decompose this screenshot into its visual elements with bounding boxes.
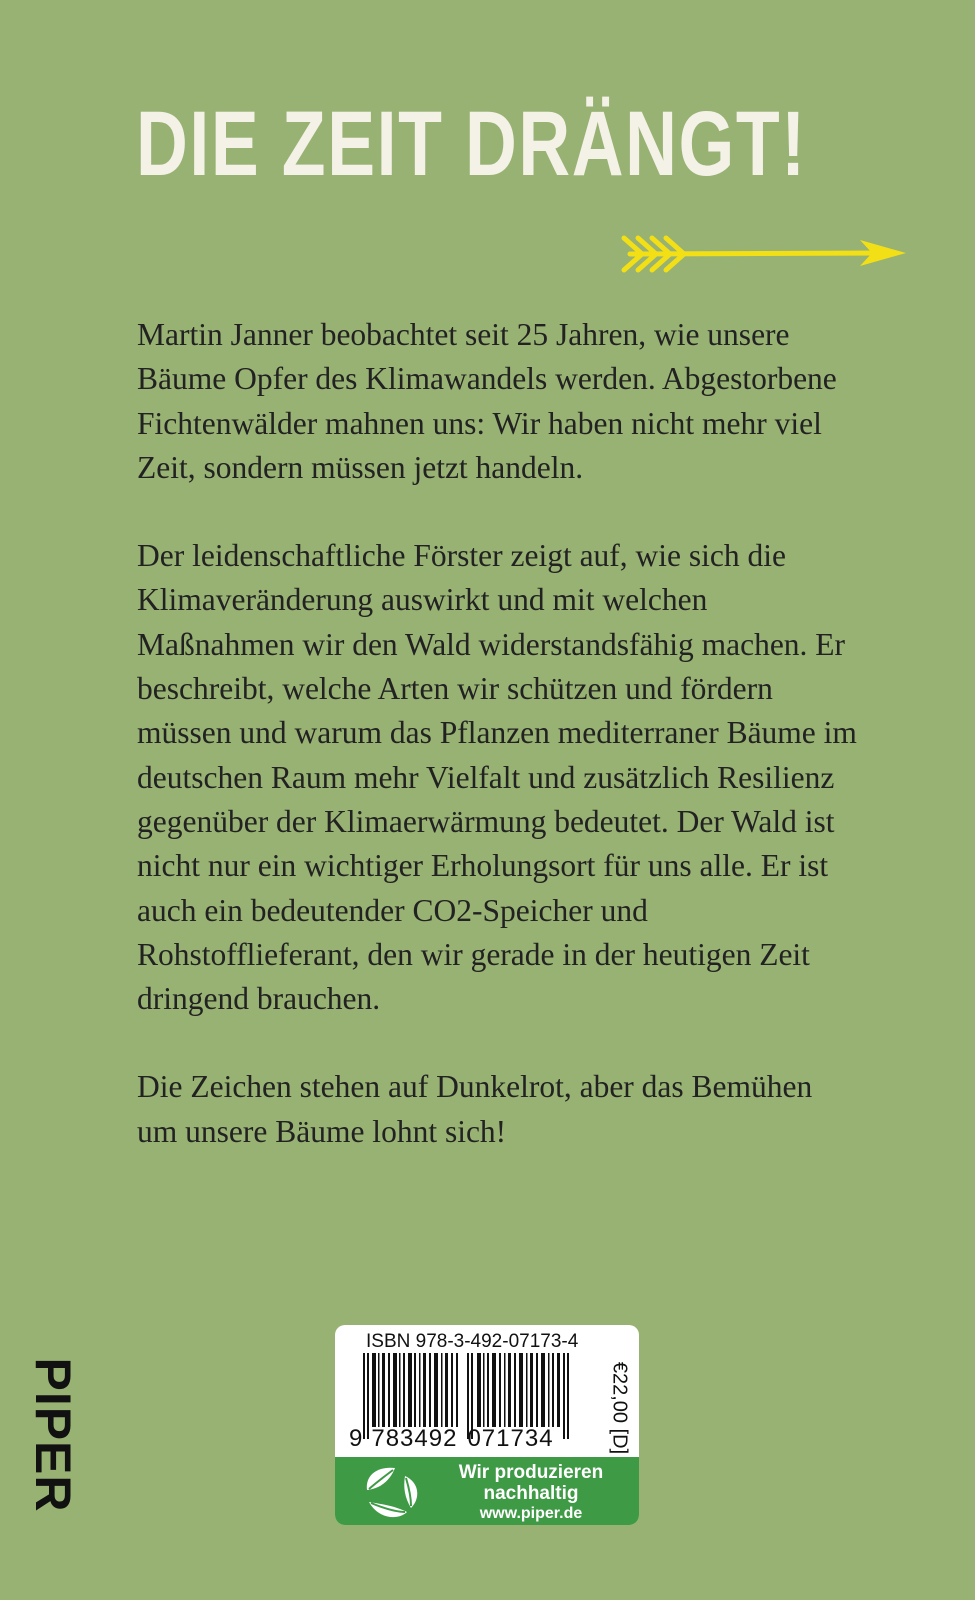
price-text: €22,00 [D]	[608, 1361, 631, 1455]
publisher-logo	[25, 1340, 81, 1530]
leaf-recycle-icon	[359, 1462, 429, 1522]
yellow-arrow-icon	[620, 232, 910, 278]
blurb-text	[137, 313, 857, 1154]
isbn-barcode-label	[335, 1325, 639, 1525]
eco-line-2: nachhaltig	[483, 1483, 579, 1504]
blurb-paragraph-3: Die Zeichen stehen auf Dunkelrot, aber das Bemühen um unsere Bäume lohnt sich!	[137, 1069, 813, 1149]
blurb-paragraph-2: Der leidenschaftliche Förster zeigt auf, wie sich die Klimaveränderung auswirkt und mit welchen Maßnahmen wir den Wald widerstandsfähig machen. Er beschreibt, welche Arten wir schützen und fördern müssen und warum das Pflanzen mediterraner Bäume im deutschen Raum mehr Vielfalt und zusätzlich Resilienz gegenüber der Klimaerwärmung bedeutet. Der Wald ist nicht nur ein wichtiger Erholungsort für uns alle. Er ist auch ein bedeutender CO2-Speicher und Rohstofflieferant, den wir gerade in der heutigen Zeit dringend brauchen.	[137, 538, 857, 1017]
barcode-digit-lead: 9	[349, 1425, 364, 1452]
price-tag	[605, 1353, 633, 1463]
eco-url: www.piper.de	[479, 1505, 583, 1522]
barcode-digit-group-2: 071734	[467, 1425, 554, 1452]
blurb-paragraph-1: Martin Janner beobachtet seit 25 Jahren, wie unsere Bäume Opfer des Klimawandels werden. Abgestorbene Fichtenwälder mahnen uns: Wir haben nicht mehr viel Zeit, sondern müssen jetzt handeln.	[137, 317, 837, 485]
eco-badge	[335, 1457, 639, 1525]
headline: DIE ZEIT DRÄNGT!	[136, 93, 807, 195]
eco-text	[431, 1462, 631, 1523]
isbn-number: ISBN 978-3-492-07173-4	[366, 1331, 579, 1352]
barcode-digits	[349, 1425, 589, 1453]
eco-line-1: Wir produzieren	[458, 1462, 604, 1483]
publisher-name: PIPER	[25, 1357, 81, 1513]
barcode-digit-group-1: 783492	[371, 1425, 458, 1452]
